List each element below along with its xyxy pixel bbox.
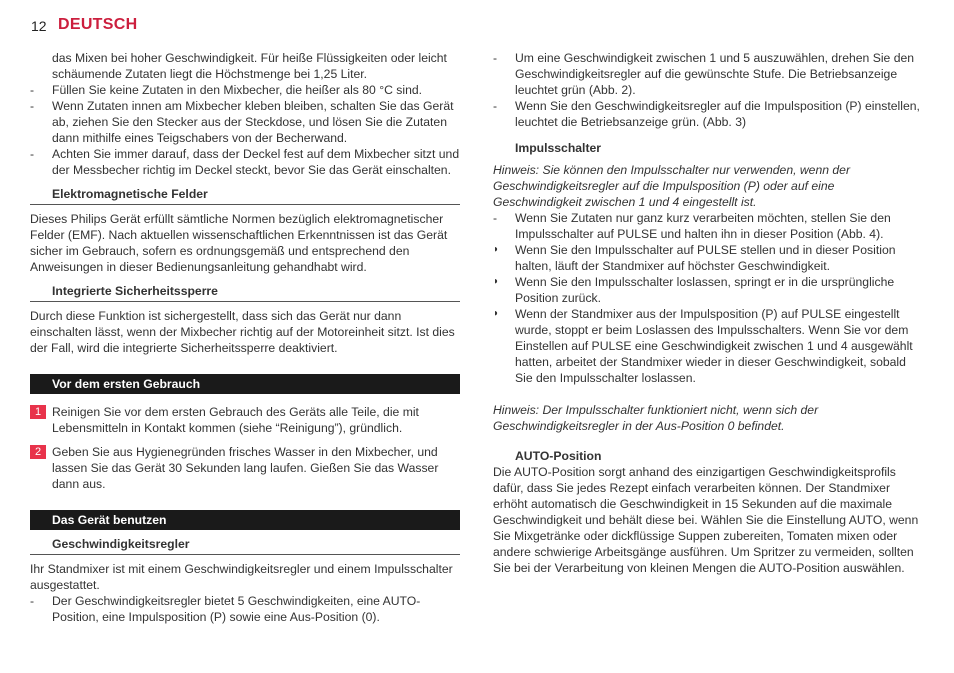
emf-heading: Elektromagnetische Felder	[30, 186, 460, 205]
dash-marker: -	[30, 99, 35, 113]
auto-position-heading: AUTO-Position	[515, 449, 602, 463]
step-number-badge: 1	[30, 405, 46, 419]
result-item: ◗ Wenn der Standmixer aus der Impulsposition (P) auf PULSE eingestellt wurde, stoppt er beim Loslassen des Impulsschalters. Wenn Sie vor dem Einstellen auf PULSE eine Geschwindigkeit zwischen 1 und 4 ausgewählt hatten, arbeitet der Standmixer wieder in dieser Geschwindigkeit, sobald Sie den Impulsschalter loslassen.	[493, 307, 913, 385]
arrow-icon: ◗	[493, 276, 500, 287]
pulse-switch-heading: Impulsschalter	[515, 141, 602, 155]
auto-position-text: Die AUTO-Position sorgt anhand des einzigartigen Geschwindigkeitsprofils dafür, dass Sie jedes Rezept einfach verarbeiten können. Der Standmixer erhöht automatisch die Geschwindigkeit in 15 Sekunden auf die maximale Geschwindigkeit und behält diese bei. Wählen Sie die Einstellung AUTO, wenn Sie Mixgetränke oder dickflüssige Suppen zubereiten, Tomaten mixen oder andere schwierige Arbeitsgänge ausführen. Um Spritzer zu vermeiden, sollten Sie bei der Verarbeitung von kleinen Mengen die AUTO-Position auswählen.	[493, 465, 919, 575]
list-item: - Um eine Geschwindigkeit zwischen 1 und 5 auszuwählen, drehen Sie den Geschwindigkeitsregler auf die gewünschte Stufe. Die Betriebsanzeige leuchtet grün (Abb. 2).	[493, 51, 915, 97]
list-item: - Wenn Sie Zutaten nur ganz kurz verarbeiten möchten, stellen Sie den Impulsschalter auf PULSE und halten ihn in dieser Position (Abb. 4).	[493, 211, 891, 241]
page-number: 12	[31, 18, 47, 34]
hint-note: Hinweis: Sie können den Impulsschalter nur verwenden, wenn der Geschwindigkeitsregler auf die Impulsposition (P) oder auf eine Geschwindigkeit zwischen 1 und 4 eingestellt ist.	[493, 163, 851, 209]
safety-lock-text: Durch diese Funktion ist sichergestellt, dass sich das Gerät nur dann einschalten lässt, wenn der Mixbecher richtig auf der Motoreinheit sitzt. Ist dies der Fall, wird die integrierte Sicherheitssperre deaktiviert.	[30, 309, 455, 355]
arrow-icon: ◗	[493, 308, 500, 319]
step-item: 1 Reinigen Sie vor dem ersten Gebrauch des Geräts alle Teile, die mit Lebensmitteln in Kontakt kommen (siehe “Reinigung”), gründlich.	[30, 404, 460, 436]
list-item: - Füllen Sie keine Zutaten in den Mixbecher, die heißer als 80 °C sind.	[30, 83, 423, 97]
list-item: - Der Geschwindigkeitsregler bietet 5 Geschwindigkeiten, eine AUTO-Position, eine Impulsposition (P) sowie eine Aus-Position (0).	[30, 594, 421, 624]
step-number-badge: 2	[30, 445, 46, 459]
left-column	[30, 50, 460, 625]
step-item: 2 Geben Sie aus Hygienegründen frisches Wasser in den Mixbecher, und lassen Sie das Gerät 30 Sekunden lang laufen. Gießen Sie das Wasser dann aus.	[30, 444, 460, 492]
right-column	[493, 50, 925, 576]
dash-marker: -	[493, 99, 498, 113]
result-item: ◗ Wenn Sie den Impulsschalter auf PULSE stellen und in dieser Position halten, läuft der Standmixer auf höchster Geschwindigkeit.	[493, 243, 896, 273]
dash-marker: -	[493, 51, 498, 65]
intro-continued-text: das Mixen bei hoher Geschwindigkeit. Für heiße Flüssigkeiten oder leicht schäumende Zutaten liegt die Höchstmenge bei 1,25 Liter.	[52, 51, 447, 81]
list-item: - Wenn Sie den Geschwindigkeitsregler auf die Impulsposition (P) einstellen, leuchtet die Betriebsanzeige grün. (Abb. 3)	[493, 99, 920, 129]
usage-section-heading: Das Gerät benutzen	[30, 510, 460, 530]
speed-control-text: Ihr Standmixer ist mit einem Geschwindigkeitsregler und einem Impulsschalter ausgestattet.	[30, 562, 453, 592]
result-item: ◗ Wenn Sie den Impulsschalter loslassen, springt er in die ursprüngliche Position zurück.	[493, 275, 895, 305]
first-use-section-heading: Vor dem ersten Gebrauch	[30, 374, 460, 394]
hint-note: Hinweis: Der Impulsschalter funktioniert nicht, wenn sich der Geschwindigkeitsregler in der Aus-Position 0 befindet.	[493, 403, 819, 433]
dash-marker: -	[493, 211, 498, 225]
list-item: - Wenn Zutaten innen am Mixbecher kleben bleiben, schalten Sie das Gerät ab, ziehen Sie den Stecker aus der Steckdose, und lösen Sie die Zutaten dann mithilfe eines Teigschabers von der Becherwand.	[30, 99, 454, 145]
dash-marker: -	[30, 83, 35, 97]
language-title: DEUTSCH	[58, 16, 138, 33]
arrow-icon: ◗	[493, 244, 500, 255]
list-item: - Achten Sie immer darauf, dass der Deckel fest auf dem Mixbecher sitzt und der Messbecher richtig im Deckel steckt, bevor Sie das Gerät einschalten.	[30, 147, 460, 177]
emf-text: Dieses Philips Gerät erfüllt sämtliche Normen bezüglich elektromagnetischer Felder (EMF). Nach aktuellen wissenschaftlichen Erkenntnissen ist das Gerät sicher im Gebrauch, sofern es ordnungsgemäß und entsprechend den Anweisungen in dieser Bedienungsanleitung gehandhabt wird.	[30, 212, 448, 274]
dash-marker: -	[30, 147, 35, 161]
dash-marker: -	[30, 594, 35, 608]
speed-control-heading: Geschwindigkeitsregler	[30, 536, 460, 555]
safety-lock-heading: Integrierte Sicherheitssperre	[30, 283, 460, 302]
